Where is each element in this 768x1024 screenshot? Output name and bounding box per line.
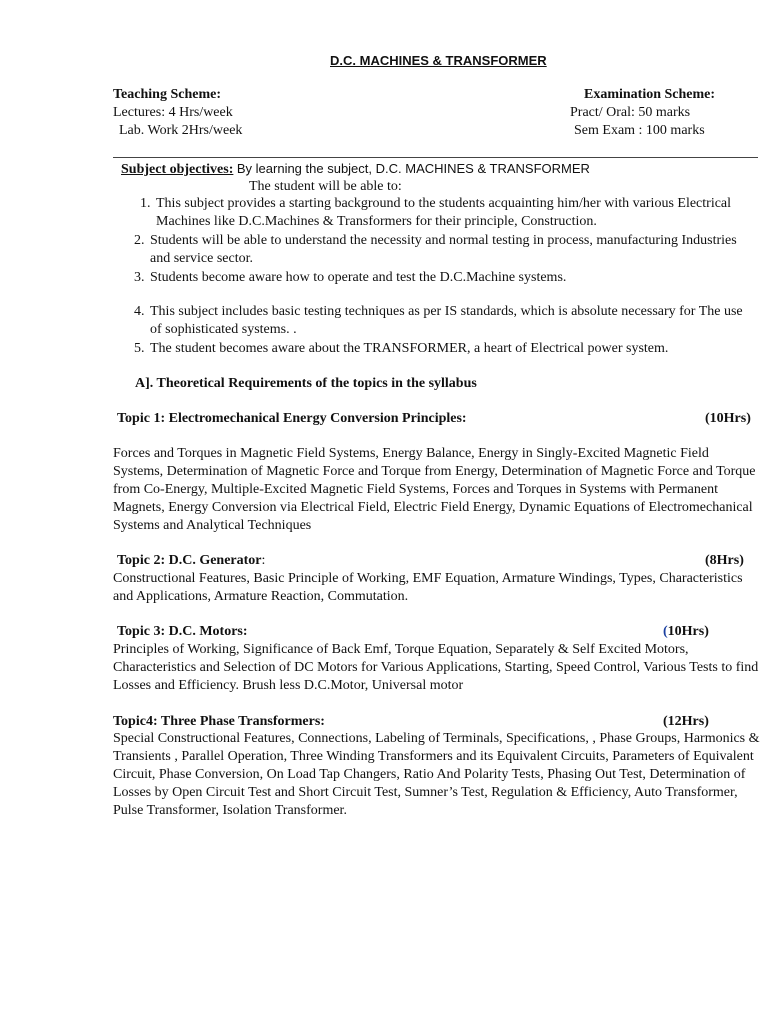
topic-2-body: Constructional Features, Basic Principle of Working, EMF Equation, Armature Windings, Types, Characteristics and Applications, Armature Reaction, Commutation. bbox=[113, 571, 743, 604]
objectives-intro: By learning the subject, D.C. MACHINES & TRANSFORMER bbox=[236, 161, 590, 176]
topic-2-title: Topic 2: D.C. Generator bbox=[117, 553, 262, 568]
topic-3-hours: (10Hrs) bbox=[663, 624, 709, 639]
objectives-line bbox=[121, 160, 590, 179]
topic-3-body: Principles of Working, Significance of Back Emf, Torque Equation, Separately & Self Excited Motors, Characteristics and Selection of DC Motors for Various Applications, Starting, Speed Control, Various Tests to find Losses and Efficiency. Brush less D.C.Motor, Universal motor bbox=[113, 642, 759, 693]
objectives-label: Subject objectives: bbox=[121, 162, 234, 177]
objective-item: 5. The student becomes aware about the TRANSFORMER, a heart of Electrical power system. bbox=[134, 341, 669, 356]
objective-text: Students will be able to understand the necessity and normal testing in process, manufacturing Industries and service sector. bbox=[150, 233, 737, 266]
topic-3-title: Topic 3: D.C. Motors: bbox=[117, 624, 248, 639]
topic-1-body: Forces and Torques in Magnetic Field Systems, Energy Balance, Energy in Singly-Excited Magnetic Field Systems, Determination of Magnetic Force and Torque from Energy, Determination of Magnetic Force and Torque from Co-Energy, Multiple-Excited Magnetic Field Systems, Forces and Torques in Systems with Permanent Magnets, Energy Conversion via Electrical Field, Electric Field Energy, Dynamic Equations of Electromechanical Systems and Analytical Techniques bbox=[113, 446, 756, 533]
teaching-lectures: Lectures: 4 Hrs/week bbox=[113, 105, 233, 120]
topic-2-title-colon: : bbox=[261, 553, 266, 568]
topic-4-body: Special Constructional Features, Connections, Labeling of Terminals, Specifications, , Phase Groups, Harmonics & Transients , Parallel Operation, Three Winding Transformers and its Equivalent Circuits, Parameters of Equivalent Circuit, Phase Conversion, On Load Tap Changers, Ratio And Polarity Tests, Phasing Out Test, Determination of Losses by Open Circuit Test and Short Circuit Test, Sumner’s Test, Regulation & Efficiency, Auto Transformer, Pulse Transformer, Isolation Transformer. bbox=[113, 731, 760, 818]
exam-sem-exam: Sem Exam : 100 marks bbox=[574, 123, 705, 138]
objectives-lead: The student will be able to: bbox=[249, 179, 402, 194]
topic-1-title: Topic 1: Electromechanical Energy Conversion Principles: bbox=[117, 411, 467, 426]
section-a-heading: A]. Theoretical Requirements of the topics in the syllabus bbox=[135, 376, 477, 391]
topic-2-title-line bbox=[117, 552, 265, 570]
topic-2-hours: (8Hrs) bbox=[705, 553, 744, 568]
objective-text: Students become aware how to operate and test the D.C.Machine systems. bbox=[150, 270, 567, 285]
objective-item: 3. Students become aware how to operate and test the D.C.Machine systems. bbox=[134, 270, 567, 285]
document-title: D.C. MACHINES & TRANSFORMER bbox=[330, 53, 547, 68]
objective-item: 2. Students will be able to understand the necessity and normal testing in process, manufacturing Industries and service sector. bbox=[134, 233, 737, 266]
exam-scheme-heading: Examination Scheme: bbox=[584, 87, 716, 102]
objective-text: This subject includes basic testing techniques as per IS standards, which is absolute necessary for The use of sophisticated systems. . bbox=[150, 304, 743, 337]
objectives-list-a bbox=[134, 195, 754, 287]
teaching-lab-work: Lab. Work 2Hrs/week bbox=[119, 123, 243, 138]
objective-item: 4. This subject includes basic testing techniques as per IS standards, which is absolute necessary for The use of sophisticated systems. . bbox=[134, 304, 743, 337]
objectives-list-b bbox=[134, 303, 754, 358]
horizontal-divider bbox=[113, 157, 758, 158]
objective-text: The student becomes aware about the TRANSFORMER, a heart of Electrical power system. bbox=[150, 341, 669, 356]
objective-text: This subject provides a starting background to the students acquainting him/her with various Electrical Machines like D.C.Machines & Transformers for their principle, Construction. bbox=[156, 196, 732, 229]
exam-pract-oral: Pract/ Oral: 50 marks bbox=[570, 105, 691, 120]
teaching-scheme-heading: Teaching Scheme: bbox=[113, 87, 221, 102]
topic-4-title: Topic4: Three Phase Transformers: bbox=[113, 714, 325, 729]
topic-4-hours: (12Hrs) bbox=[663, 714, 709, 729]
objective-item: 1. This subject provides a starting background to the students acquainting him/her with various Electrical Machines like D.C.Machines & Transformers for their principle, Construction. bbox=[140, 196, 732, 229]
topic-1-hours: (10Hrs) bbox=[705, 411, 751, 426]
